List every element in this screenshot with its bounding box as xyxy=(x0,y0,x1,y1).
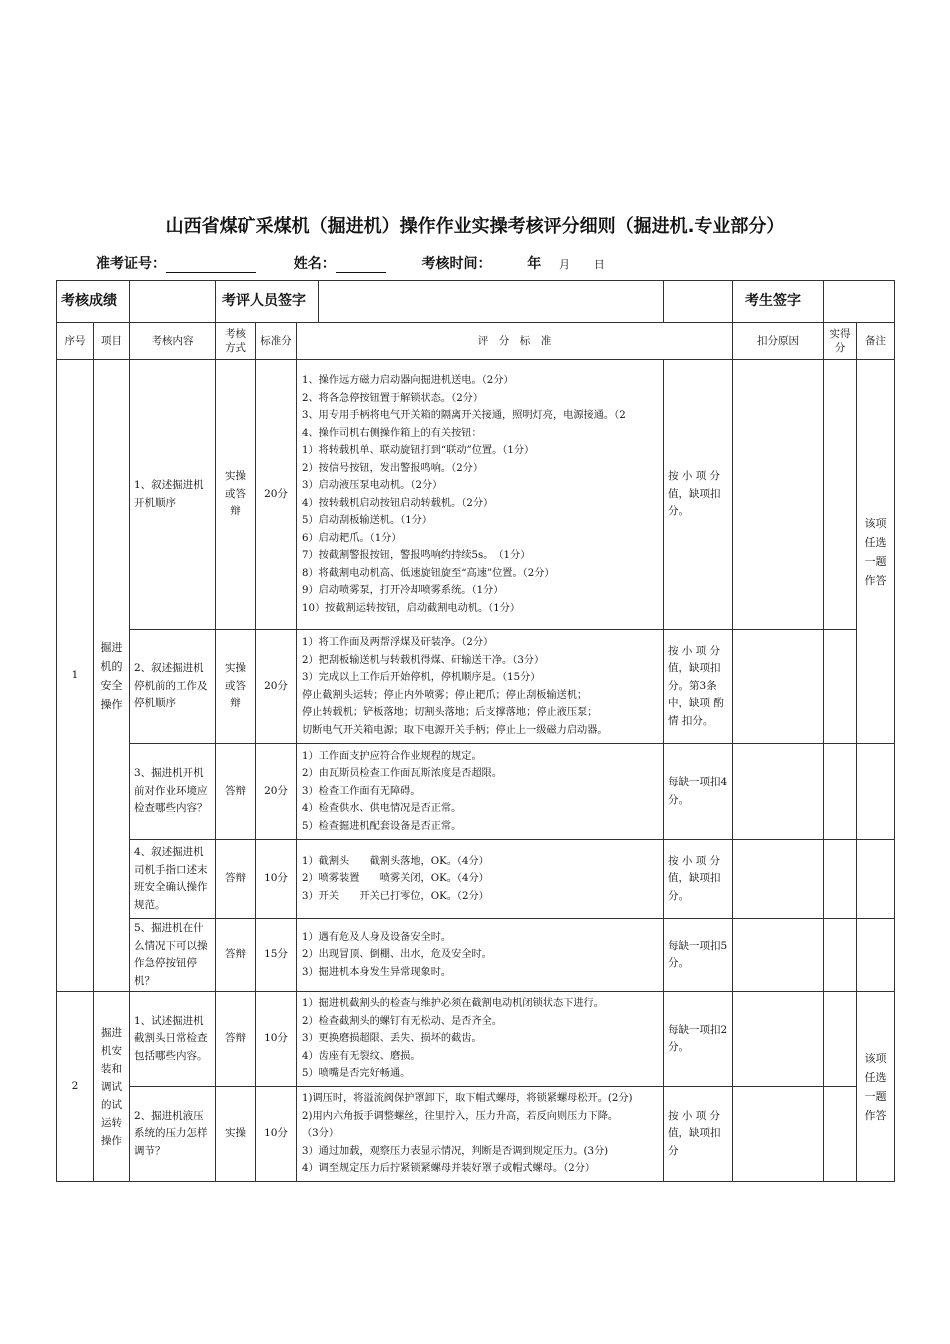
deduction-reason-field[interactable] xyxy=(733,992,824,1087)
actual-score-field[interactable] xyxy=(824,360,857,630)
deduction-rule: 按 小 项 分值，缺项扣分 xyxy=(664,1087,733,1182)
criteria-line: 1）将转载机单、联动旋钮打到“联动”位置。（1分） xyxy=(302,445,535,456)
exam-method: 答辩 xyxy=(216,840,256,919)
criteria-line: 3）掘进机本身发生异常现象时。 xyxy=(302,966,452,978)
exam-info-line xyxy=(96,253,605,273)
deduction-reason-field[interactable] xyxy=(733,840,824,919)
criteria-list xyxy=(297,744,664,840)
score-field[interactable] xyxy=(130,281,216,323)
standard-score: 20分 xyxy=(256,630,297,744)
criteria-line: 2）检查截割头的螺钉有无松动、是否齐全。 xyxy=(302,1015,503,1027)
section-item: 掘进机的安全操作 xyxy=(94,360,130,992)
standard-score: 15分 xyxy=(256,919,297,992)
actual-score-field[interactable] xyxy=(824,1087,857,1182)
col-method: 考核方式 xyxy=(216,323,256,360)
col-item: 项目 xyxy=(94,323,130,360)
criteria-line: 4）调至规定压力后拧紧锁紧螺母并装好罩子或帽式螺母。（2分） xyxy=(302,1163,596,1175)
day-label: 日 xyxy=(593,258,605,271)
remark-empty xyxy=(857,840,895,919)
criteria-line: 1)调压时，将溢流阀保护罩卸下，取下帽式螺母，将锁紧螺母松开。(2分) xyxy=(302,1093,633,1105)
scoring-table xyxy=(56,280,895,1182)
table-row xyxy=(57,744,895,840)
criteria-line: 1）掘进机截割头的检查与维护必须在截割电动机闭锁状态下进行。 xyxy=(302,998,604,1010)
criteria-line: 1）截割头 截割头落地，OK。（4分） xyxy=(302,855,489,867)
criteria-line: 1、操作远方磁力启动器向掘进机送电。（2分） xyxy=(302,375,514,386)
criteria-line: 3）更换磨损超限、丢失、损坏的截齿。 xyxy=(302,1033,482,1045)
criteria-line: 7）按截割警报按钮，警报鸣响约持续5s。 （1分） xyxy=(302,550,531,561)
exam-method: 答辩 xyxy=(216,992,256,1087)
actual-score-field[interactable] xyxy=(824,840,857,919)
section-seq: 2 xyxy=(57,992,94,1182)
deduction-rule: 按 小 项 分值，缺项扣分。 xyxy=(664,360,733,630)
month-label: 月 xyxy=(559,258,570,271)
name-blank[interactable] xyxy=(336,258,386,273)
exam-method: 实操或答辩 xyxy=(216,360,256,630)
deduction-rule: 每缺一项扣4分。 xyxy=(664,744,733,840)
standard-score: 20分 xyxy=(256,360,297,630)
exam-method: 实操 xyxy=(216,1087,256,1182)
criteria-line: 4）检查供水、供电情况是否正常。 xyxy=(302,803,462,815)
remark-empty xyxy=(857,744,895,840)
criteria-line: 切断电气开关箱电源；取下电源开关手柄；停止上一级磁力启动器。 xyxy=(302,724,608,736)
criteria-list xyxy=(297,1087,664,1182)
column-header-row xyxy=(57,323,895,360)
exam-method: 答辩 xyxy=(216,744,256,840)
col-criteria: 评 分 标 准 xyxy=(297,323,733,360)
section-item: 掘进机安装和调试的试运转操作 xyxy=(94,992,130,1182)
col-std: 标准分 xyxy=(256,323,297,360)
deduction-reason-field[interactable] xyxy=(733,744,824,840)
deduction-rule: 按 小 项 分值，缺项扣分。 xyxy=(664,840,733,919)
criteria-line: 3）检查工作面有无障碍。 xyxy=(302,785,421,797)
criteria-line: 1）将工作面及两帮浮煤及矸装净。（2分） xyxy=(302,637,494,648)
col-seq: 序号 xyxy=(57,323,94,360)
document-title: 山西省煤矿采煤机（掘进机）操作作业实操考核评分细则（掘进机.专业部分） xyxy=(165,216,785,237)
criteria-list xyxy=(297,360,664,630)
table-row xyxy=(57,840,895,919)
name-label: 姓名： xyxy=(293,256,336,272)
exam-content: 4、叙述掘进机司机手指口述末班安全确认操作规范。 xyxy=(130,840,216,919)
exam-content: 1、试述掘进机截割头日常检查包括哪些内容。 xyxy=(130,992,216,1087)
table-row xyxy=(57,919,895,992)
deduction-reason-field[interactable] xyxy=(733,1087,824,1182)
section-seq: 1 xyxy=(57,360,94,992)
deduction-rule: 每缺一项扣5分。 xyxy=(664,919,733,992)
criteria-list xyxy=(297,992,664,1087)
criteria-line: 1）遇有危及人身及设备安全时。 xyxy=(302,931,452,943)
col-got: 实得分 xyxy=(824,323,857,360)
standard-score: 10分 xyxy=(256,992,297,1087)
criteria-line: 1）工作面支护应符合作业规程的规定。 xyxy=(302,750,482,762)
criteria-line: 3）完成以上工作后开始停机，停机顺序是。（15分） xyxy=(302,672,541,683)
col-remark: 备注 xyxy=(857,323,895,360)
criteria-line: 2）喷雾装置 喷雾关闭，OK。（4分） xyxy=(302,873,489,885)
criteria-line: 3）启动液压泵电动机。（2分） xyxy=(302,480,443,491)
criteria-line: 10）按截割运转按钮，启动截割电动机。（1分） xyxy=(302,602,521,614)
remark: 该项任选一题作答 xyxy=(857,992,895,1182)
criteria-list xyxy=(297,630,664,744)
examiner-sign-field[interactable] xyxy=(319,281,663,322)
deduction-reason-field[interactable] xyxy=(733,630,824,744)
candidate-sign-field[interactable] xyxy=(824,281,895,323)
criteria-line: 4、操作司机右侧操作箱上的有关按钮： xyxy=(302,427,482,439)
criteria-list xyxy=(297,919,664,992)
criteria-line: 停止转载机；铲板落地；切割头落地；后支撑落地；停止液压泵； xyxy=(302,707,598,718)
score-label: 考核成绩 xyxy=(57,281,130,323)
deduction-reason-field[interactable] xyxy=(733,919,824,992)
remark-empty xyxy=(857,919,895,992)
actual-score-field[interactable] xyxy=(824,630,857,744)
criteria-line: 6）启动耙爪。（1分） xyxy=(302,532,402,544)
standard-score: 10分 xyxy=(256,1087,297,1182)
exam-content: 2、叙述掘进机停机前的工作及停机顺序 xyxy=(130,630,216,744)
candidate-sign-label: 考生签字 xyxy=(733,281,824,323)
standard-score: 10分 xyxy=(256,840,297,919)
criteria-line: 5）检查掘进机配套设备是否正常。 xyxy=(302,820,462,832)
exam-time-label: 考核时间： xyxy=(421,256,492,272)
deduction-rule: 按 小 项 分值，缺项扣分。第3条中，缺项 酌 情 扣分。 xyxy=(664,630,733,744)
examiner-sign-label: 考评人员签字 xyxy=(216,281,319,322)
criteria-line: 4）按转载机启动按钮启动转载机。（2分） xyxy=(302,497,494,509)
exam-method: 答辩 xyxy=(216,919,256,992)
criteria-line: 2）由瓦斯员检查工作面瓦斯浓度是否超限。 xyxy=(302,768,503,780)
exam-no-label: 准考证号： xyxy=(96,256,166,272)
examiner-sign-cell xyxy=(216,281,664,323)
table-row xyxy=(57,992,895,1087)
criteria-line: 9）启动喷雾泵，打开冷却喷雾系统。（1分） xyxy=(302,585,504,596)
exam-content: 5、掘进机在什么情况下可以操作急停按钮停机？ xyxy=(130,919,216,992)
criteria-line: 3、用专用手柄将电气开关箱的隔离开关接通，照明灯亮，电源接通。（2 xyxy=(302,410,626,421)
deduction-rule: 每缺一项扣2分。 xyxy=(664,992,733,1087)
actual-score-field[interactable] xyxy=(824,992,857,1087)
exam-content: 1、叙述掘进机开机顺序 xyxy=(130,360,216,630)
table-row xyxy=(57,1087,895,1182)
criteria-line: 4）齿座有无裂纹、磨损。 xyxy=(302,1050,421,1062)
actual-score-field[interactable] xyxy=(824,744,857,840)
exam-no-blank[interactable] xyxy=(166,258,256,273)
criteria-line: 2）把刮板输送机与转载机得煤、矸输送干净。（3分） xyxy=(302,654,545,666)
deduction-reason-field[interactable] xyxy=(733,360,824,630)
criteria-list xyxy=(297,840,664,919)
criteria-line: 2）按信号按钮，发出警报鸣响。（2分） xyxy=(302,462,484,474)
criteria-line: 2）出现冒顶、倒棚、出水，危及安全时。 xyxy=(302,949,492,961)
exam-content: 2、掘进机液压系统的压力怎样调节？ xyxy=(130,1087,216,1182)
criteria-line: 2、将各急停按钮置于解锁状态。（2分） xyxy=(302,392,484,404)
table-row xyxy=(57,360,895,630)
col-reason: 扣分原因 xyxy=(733,323,824,360)
criteria-line: 5）喷嘴是否完好畅通。 xyxy=(302,1068,411,1080)
header-row xyxy=(57,281,895,323)
criteria-line: 停止截割头运转；停止内外喷雾；停止耙爪；停止刮板输送机； xyxy=(302,689,588,701)
criteria-line: （3分） xyxy=(302,1128,340,1140)
exam-method: 实操或答辩 xyxy=(216,630,256,744)
sign-gap xyxy=(664,281,733,323)
criteria-line: 8）将截割电动机高、低速旋钮旋至“高速”位置。（2分） xyxy=(302,567,555,579)
criteria-line: 3）开关 开关已打零位，OK。（2分） xyxy=(302,890,489,902)
criteria-line: 2)用内六角扳手调整螺丝，往里拧入，压力升高，若反向则压力下降。 xyxy=(302,1110,619,1122)
year-label: 年 xyxy=(527,256,542,272)
standard-score: 20分 xyxy=(256,744,297,840)
actual-score-field[interactable] xyxy=(824,919,857,992)
col-content: 考核内容 xyxy=(130,323,216,360)
table-row xyxy=(57,630,895,744)
exam-content: 3、掘进机开机前对作业环境应检查哪些内容？ xyxy=(130,744,216,840)
criteria-line: 3）通过加载，观察压力表显示情况，判断是否调到规定压力。(3分) xyxy=(302,1145,609,1157)
remark: 该项任选一题作答 xyxy=(857,360,895,744)
criteria-line: 5）启动刮板输送机。（1分） xyxy=(302,515,433,526)
